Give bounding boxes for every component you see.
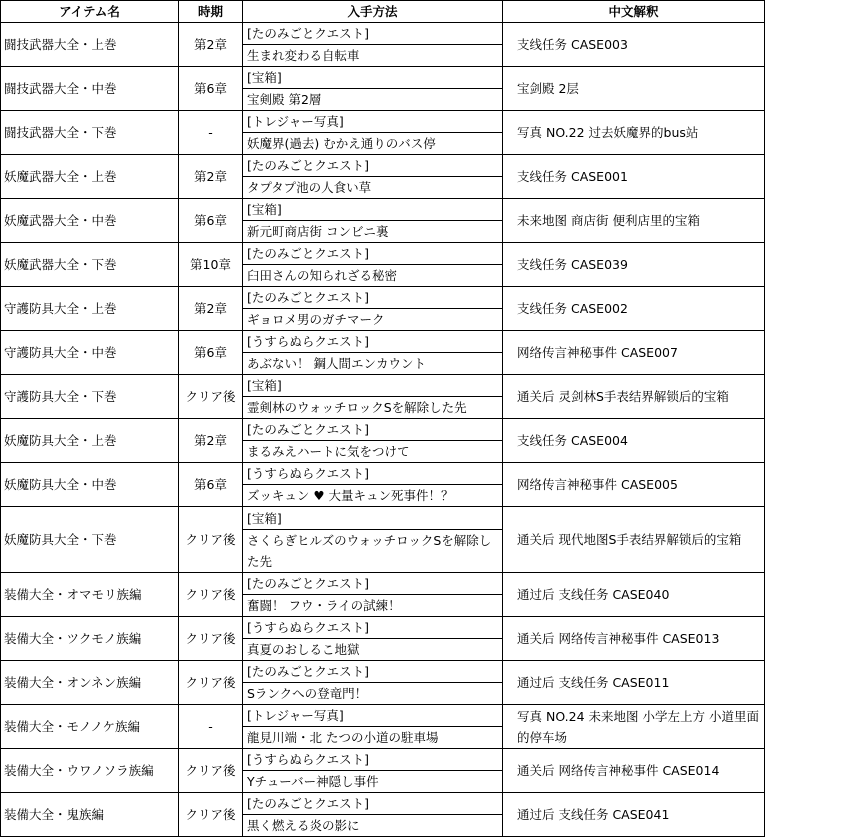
item-chinese: 网络传言神秘事件 CASE007 bbox=[503, 331, 765, 375]
item-name: 妖魔武器大全・中巻 bbox=[1, 199, 179, 243]
item-method bbox=[243, 507, 503, 573]
table-row bbox=[1, 573, 765, 617]
item-chapter: - bbox=[179, 111, 243, 155]
item-name: 装備大全・オンネン族編 bbox=[1, 661, 179, 705]
table-row bbox=[1, 463, 765, 507]
item-chinese: 支线任务 CASE002 bbox=[503, 287, 765, 331]
item-chinese: 支线任务 CASE003 bbox=[503, 23, 765, 67]
item-name: 装備大全・鬼族編 bbox=[1, 793, 179, 837]
method-type: [トレジャー写真] bbox=[243, 111, 502, 133]
item-method bbox=[243, 463, 503, 507]
item-name: 闘技武器大全・中巻 bbox=[1, 67, 179, 111]
item-chapter: 第6章 bbox=[179, 463, 243, 507]
table-row bbox=[1, 375, 765, 419]
item-name: 妖魔武器大全・上巻 bbox=[1, 155, 179, 199]
item-name: 妖魔防具大全・上巻 bbox=[1, 419, 179, 463]
item-method bbox=[243, 573, 503, 617]
method-detail: ギョロメ男のガチマーク bbox=[247, 312, 385, 327]
header-row bbox=[1, 1, 765, 23]
item-method bbox=[243, 749, 503, 793]
method-type: [たのみごとクエスト] bbox=[243, 661, 502, 683]
item-name: 装備大全・ツクモノ族編 bbox=[1, 617, 179, 661]
method-type: [うすらぬらクエスト] bbox=[243, 617, 502, 639]
method-detail: 宝剣殿 第2層 bbox=[247, 92, 322, 107]
header-method: 入手方法 bbox=[243, 1, 503, 23]
item-method bbox=[243, 617, 503, 661]
method-detail: 生まれ変わる自転車 bbox=[247, 48, 360, 63]
item-name: 妖魔防具大全・中巻 bbox=[1, 463, 179, 507]
method-detail: 新元町商店街 コンビニ裏 bbox=[247, 224, 389, 239]
table-body bbox=[1, 23, 765, 837]
method-detail: さくらぎヒルズのウォッチロックSを解除した先 bbox=[247, 532, 492, 569]
method-type: [うすらぬらクエスト] bbox=[243, 749, 502, 771]
method-type: [たのみごとクエスト] bbox=[243, 155, 502, 177]
method-detail: 龍見川端・北 たつの小道の駐車場 bbox=[247, 730, 439, 745]
table-row bbox=[1, 287, 765, 331]
item-chinese: 通过后 支线任务 CASE040 bbox=[503, 573, 765, 617]
method-type: [たのみごとクエスト] bbox=[243, 793, 502, 815]
item-chinese: 通过后 支线任务 CASE041 bbox=[503, 793, 765, 837]
item-chinese: 支线任务 CASE039 bbox=[503, 243, 765, 287]
method-type: [うすらぬらクエスト] bbox=[243, 331, 502, 353]
table-row bbox=[1, 111, 765, 155]
item-method bbox=[243, 375, 503, 419]
item-chapter: 第6章 bbox=[179, 67, 243, 111]
table-row bbox=[1, 243, 765, 287]
item-chinese: 支线任务 CASE001 bbox=[503, 155, 765, 199]
method-detail: ズッキュン ♥ 大量キュン死事件！？ bbox=[247, 488, 454, 503]
table-row bbox=[1, 705, 765, 749]
item-chinese: 通关后 现代地图S手表结界解锁后的宝箱 bbox=[503, 507, 765, 573]
item-chapter: 第2章 bbox=[179, 155, 243, 199]
item-chapter: 第2章 bbox=[179, 287, 243, 331]
table-row bbox=[1, 617, 765, 661]
table-row bbox=[1, 661, 765, 705]
item-chinese: 未来地图 商店街 便利店里的宝箱 bbox=[503, 199, 765, 243]
item-method bbox=[243, 331, 503, 375]
item-chinese: 写真 NO.22 过去妖魔界的bus站 bbox=[503, 111, 765, 155]
item-chinese: 通关后 网络传言神秘事件 CASE013 bbox=[503, 617, 765, 661]
item-method bbox=[243, 111, 503, 155]
item-chapter: クリア後 bbox=[179, 573, 243, 617]
table-row bbox=[1, 155, 765, 199]
item-method bbox=[243, 793, 503, 837]
item-method bbox=[243, 199, 503, 243]
item-method bbox=[243, 705, 503, 749]
item-chapter: クリア後 bbox=[179, 375, 243, 419]
method-type: [宝箱] bbox=[243, 67, 502, 89]
item-chapter: クリア後 bbox=[179, 793, 243, 837]
table-row bbox=[1, 199, 765, 243]
method-type: [たのみごとクエスト] bbox=[243, 573, 502, 595]
item-chinese: 通关后 网络传言神秘事件 CASE014 bbox=[503, 749, 765, 793]
table-row bbox=[1, 67, 765, 111]
method-type: [たのみごとクエスト] bbox=[243, 23, 502, 45]
method-detail: 臼田さんの知られざる秘密 bbox=[247, 268, 398, 283]
item-method bbox=[243, 419, 503, 463]
item-method bbox=[243, 661, 503, 705]
item-method bbox=[243, 23, 503, 67]
table-row bbox=[1, 419, 765, 463]
method-type: [宝箱] bbox=[243, 508, 502, 530]
method-detail: あぶない！ 鋼人間エンカウント bbox=[247, 356, 426, 371]
item-chapter: - bbox=[179, 705, 243, 749]
item-name: 装備大全・ウワノソラ族編 bbox=[1, 749, 179, 793]
item-chinese: 通过后 支线任务 CASE011 bbox=[503, 661, 765, 705]
method-detail: 黒く燃える炎の影に bbox=[247, 818, 360, 833]
method-detail: 霊剣林のウォッチロックSを解除した先 bbox=[247, 400, 467, 415]
item-chapter: クリア後 bbox=[179, 617, 243, 661]
item-chapter: 第2章 bbox=[179, 23, 243, 67]
item-name: 守護防具大全・下巻 bbox=[1, 375, 179, 419]
item-chinese: 通关后 灵剑林S手表结界解锁后的宝箱 bbox=[503, 375, 765, 419]
item-chinese: 网络传言神秘事件 CASE005 bbox=[503, 463, 765, 507]
method-type: [たのみごとクエスト] bbox=[243, 243, 502, 265]
item-name: 守護防具大全・上巻 bbox=[1, 287, 179, 331]
table-row bbox=[1, 507, 765, 573]
item-name: 闘技武器大全・上巻 bbox=[1, 23, 179, 67]
item-chapter: 第6章 bbox=[179, 331, 243, 375]
method-detail: 妖魔界(過去) むかえ通りのバス停 bbox=[247, 136, 436, 151]
table-row bbox=[1, 331, 765, 375]
method-type: [うすらぬらクエスト] bbox=[243, 463, 502, 485]
item-chapter: クリア後 bbox=[179, 507, 243, 573]
header-name: アイテム名 bbox=[1, 1, 179, 23]
item-chapter: 第2章 bbox=[179, 419, 243, 463]
method-detail: 奮闘！ フウ・ライの試練！ bbox=[247, 598, 401, 613]
method-type: [たのみごとクエスト] bbox=[243, 287, 502, 309]
method-type: [宝箱] bbox=[243, 199, 502, 221]
method-detail: まるみえハートに気をつけて bbox=[247, 444, 410, 459]
method-type: [トレジャー写真] bbox=[243, 705, 502, 727]
method-detail: Sランクへの登竜門！ bbox=[247, 686, 368, 701]
item-chapter: クリア後 bbox=[179, 661, 243, 705]
method-type: [宝箱] bbox=[243, 375, 502, 397]
item-chinese: 支线任务 CASE004 bbox=[503, 419, 765, 463]
item-method bbox=[243, 287, 503, 331]
header-chapter: 時期 bbox=[179, 1, 243, 23]
item-chapter: クリア後 bbox=[179, 749, 243, 793]
method-type: [たのみごとクエスト] bbox=[243, 419, 502, 441]
item-name: 妖魔防具大全・下巻 bbox=[1, 507, 179, 573]
item-name: 守護防具大全・中巻 bbox=[1, 331, 179, 375]
item-method bbox=[243, 155, 503, 199]
item-method bbox=[243, 243, 503, 287]
table-row bbox=[1, 749, 765, 793]
item-chapter: 第10章 bbox=[179, 243, 243, 287]
table-row bbox=[1, 793, 765, 837]
item-chinese: 宝剑殿 2层 bbox=[503, 67, 765, 111]
item-name: 妖魔武器大全・下巻 bbox=[1, 243, 179, 287]
item-chapter: 第6章 bbox=[179, 199, 243, 243]
item-name: 闘技武器大全・下巻 bbox=[1, 111, 179, 155]
table-row bbox=[1, 23, 765, 67]
item-name: 装備大全・モノノケ族編 bbox=[1, 705, 179, 749]
item-chinese: 写真 NO.24 未来地图 小学左上方 小道里面的停车场 bbox=[503, 705, 765, 749]
method-detail: Yチューバー神隠し事件 bbox=[247, 774, 379, 789]
item-name: 装備大全・オマモリ族編 bbox=[1, 573, 179, 617]
method-detail: タプタプ池の人食い草 bbox=[247, 180, 372, 195]
header-chinese: 中文解釈 bbox=[503, 1, 765, 23]
item-method bbox=[243, 67, 503, 111]
method-detail: 真夏のおしるこ地獄 bbox=[247, 642, 360, 657]
